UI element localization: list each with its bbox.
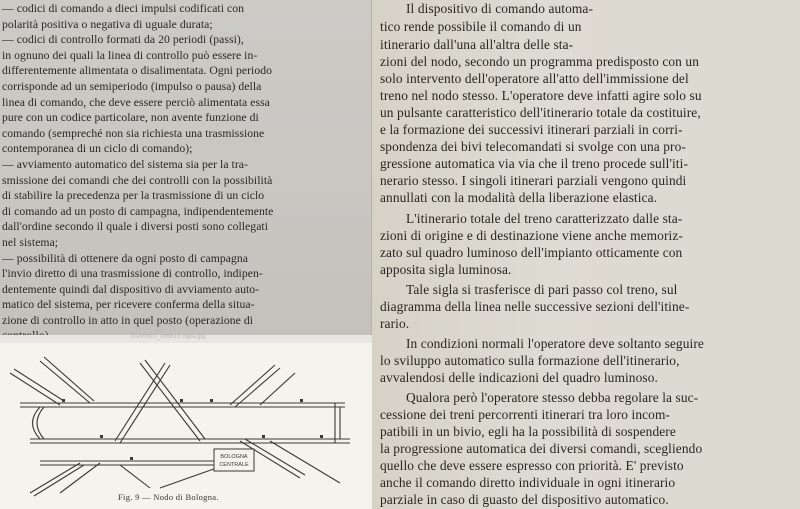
right-text-line: Il dispositivo di comando automa- (406, 1, 594, 16)
right-text-line: anche il comando diretto individuale in ogni itinerario (380, 475, 676, 490)
left-text-line: linea di comando, che deve essere perciò alimentata essa (2, 95, 270, 109)
right-text-line: spondenza dei bivi telecomandati si svolge con una pro- (380, 139, 686, 154)
right-text-line: zioni del nodo, secondo un programma predisposto con un (380, 54, 700, 69)
right-text-page (372, 0, 800, 509)
left-text-line: — possibilità di ottenere da ogni posto di campagna (2, 251, 248, 265)
right-text-line: L'itinerario totale del treno caratterizzato dalle sta- (406, 211, 683, 226)
right-text-line: annullati con la modalità della liberazione elastica. (380, 190, 658, 205)
track-diagram (0, 343, 372, 509)
right-text-line: la progressione automatica dei diversi comandi, scegliendo (380, 441, 703, 456)
right-text-line: Tale sigla si trasferisce di pari passo col treno, sul (406, 282, 678, 297)
right-text-line: apposita sigla luminosa. (380, 262, 512, 277)
right-text-line: lo sviluppo automatico sulla formazione dell'itinerario, (380, 353, 680, 368)
railway-node-figure (0, 343, 372, 509)
left-text-line: zione di controllo in atto in quel posto (operazione di (2, 313, 254, 327)
left-text-line: comando (sempreché non sia richiesta una trasmissione (2, 126, 265, 140)
left-text-page (0, 0, 372, 335)
watermark-strip (0, 335, 372, 343)
right-text-line: solo intervento dell'operatore all'atto dell'immissione del (380, 71, 689, 86)
right-text-line: avvalendosi delle indicazioni del quadro luminoso. (380, 370, 658, 385)
right-text-line: un pulsante caratteristico dell'itinerario totale da costituire, (380, 105, 701, 120)
left-text-line: contemporanea di un ciclo di comando); (2, 142, 193, 156)
left-text-line: dall'ordine secondo il quale i diversi posti sono collegati (2, 220, 269, 234)
right-text-line: nerario stesso. I singoli itinerari parziali vengono quindi (380, 173, 687, 188)
right-text-line: diagramma della linea nelle successive sezioni dell'itine- (380, 299, 690, 314)
left-text-line: l'invio diretto di una trasmissione di controllo, indipen- (2, 267, 263, 281)
left-text-line: pure con un codice particolare, non avente funzione di (2, 111, 259, 125)
left-text-line: — avviamento automatico del sistema sia per la tra- (2, 157, 248, 171)
left-text-line: — codici di comando a dieci impulsi codificati con (2, 2, 245, 15)
left-text-line: polarità positiva o negativa di uguale durata; (2, 17, 213, 31)
left-text-line: nel sistema; (2, 235, 59, 249)
left-text-line: corrisponde ad un semiperiodo (impulso o pausa) della (2, 79, 262, 93)
right-text-line: quello che deve essere espresso con priorità. E' previsto (380, 458, 684, 473)
left-text-line: in ognuno dei quali la linea di controllo può essere in- (2, 48, 258, 62)
left-text-block (0, 0, 371, 344)
right-text-line: cessione dei treni percorrenti itinerari tra loro incom- (380, 407, 671, 422)
right-text-line: rario. (380, 316, 410, 331)
left-text-line: di stabilire la precedenza per la trasmissione di un ciclo (2, 189, 265, 203)
right-text-line: parziale in caso di guasto del dispositivo automatico. (380, 492, 669, 507)
left-text-line: di comando ad un posto di campagna, indipendentemente (2, 204, 274, 218)
left-text-line: dentemente quindi dal dispositivo di avviamento auto- (2, 282, 260, 296)
left-text-line: matico del sistema, per ricevere conferma della situa- (2, 298, 255, 312)
figure-caption: Fig. 9 — Nodo di Bologna. (118, 492, 219, 502)
left-text-line: — codici di controllo formati da 20 periodi (passi), (2, 33, 244, 47)
watermark-text: 20200810_095613 copia.jpg (130, 334, 206, 340)
right-text-line: e la formazione dei successivi itinerari parziali in corri- (380, 122, 683, 137)
right-text-line: treno nel nodo stesso. L'operatore deve infatti agire solo su (380, 88, 702, 103)
right-text-line: Qualora però l'operatore stesso debba regolare la suc- (406, 390, 699, 405)
right-text-line: itinerario dall'una all'altra delle sta- (380, 37, 574, 52)
right-text-line: patibili in un bivio, egli ha la possibilità di sospendere (380, 424, 676, 439)
left-text-line: smissione dei comandi che dei controlli con la possibilità (2, 173, 273, 187)
left-text-line: differentemente alimentata o disalimentata. Ogni periodo (2, 64, 273, 78)
right-text-line: gressione automatica via via che il treno procede sull'iti- (380, 156, 689, 171)
station-label-2: CENTRALE (219, 462, 249, 468)
right-text-line: zato sul quadro luminoso dell'impianto otticamente con (380, 245, 683, 260)
right-text-line: In condizioni normali l'operatore deve soltanto seguire (406, 336, 704, 351)
station-label-1: BOLOGNA (220, 454, 248, 460)
right-text-line: zioni di origine e di destinazione viene anche memoriz- (380, 228, 683, 243)
right-text-line: tico rende possibile il comando di un (380, 19, 582, 34)
